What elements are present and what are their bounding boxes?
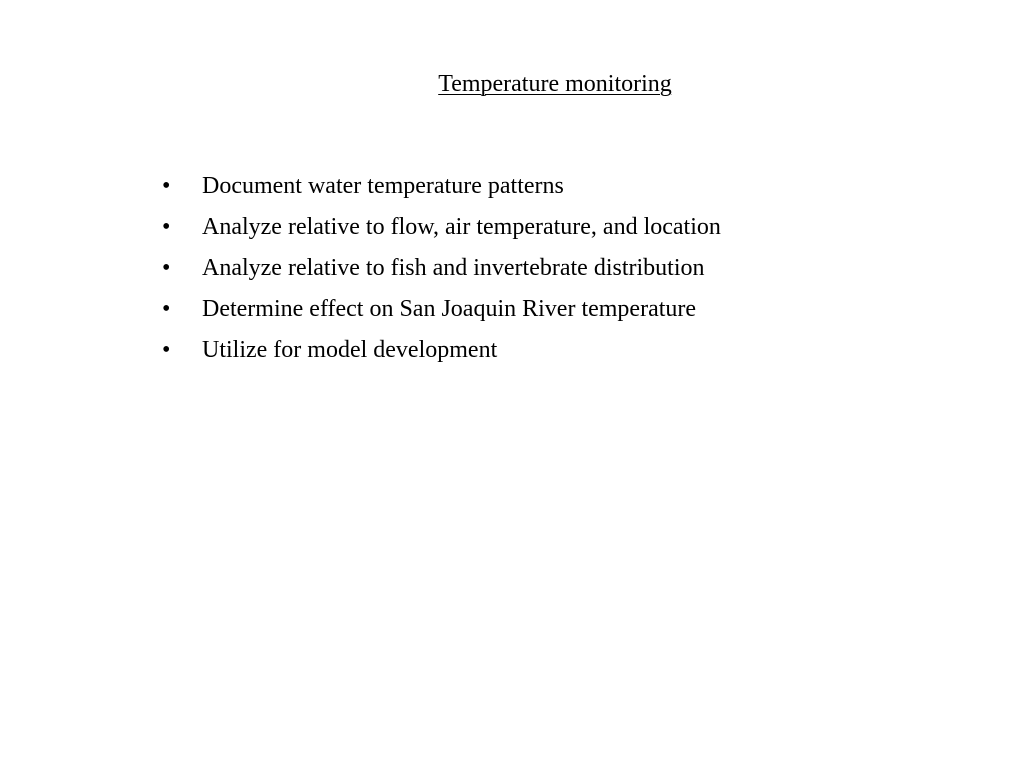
- list-item: [162, 289, 721, 330]
- bullet-text: Analyze relative to fish and invertebrate distribution: [202, 255, 705, 281]
- bullet-icon: •: [162, 337, 171, 363]
- bullet-icon: •: [162, 296, 171, 322]
- bullet-icon: •: [162, 214, 171, 240]
- list-item: [162, 248, 721, 289]
- list-item: [162, 207, 721, 248]
- bullet-text: Determine effect on San Joaquin River temperature: [202, 296, 697, 322]
- bullet-text: Analyze relative to flow, air temperature, and location: [202, 214, 721, 240]
- bullet-list: [162, 166, 721, 371]
- slide-title: Temperature monitoring: [438, 71, 672, 97]
- list-item: [162, 330, 721, 371]
- list-item: [162, 166, 721, 207]
- bullet-text: Document water temperature patterns: [202, 173, 564, 199]
- bullet-icon: •: [162, 255, 171, 281]
- bullet-icon: •: [162, 173, 171, 199]
- bullet-text: Utilize for model development: [202, 337, 498, 363]
